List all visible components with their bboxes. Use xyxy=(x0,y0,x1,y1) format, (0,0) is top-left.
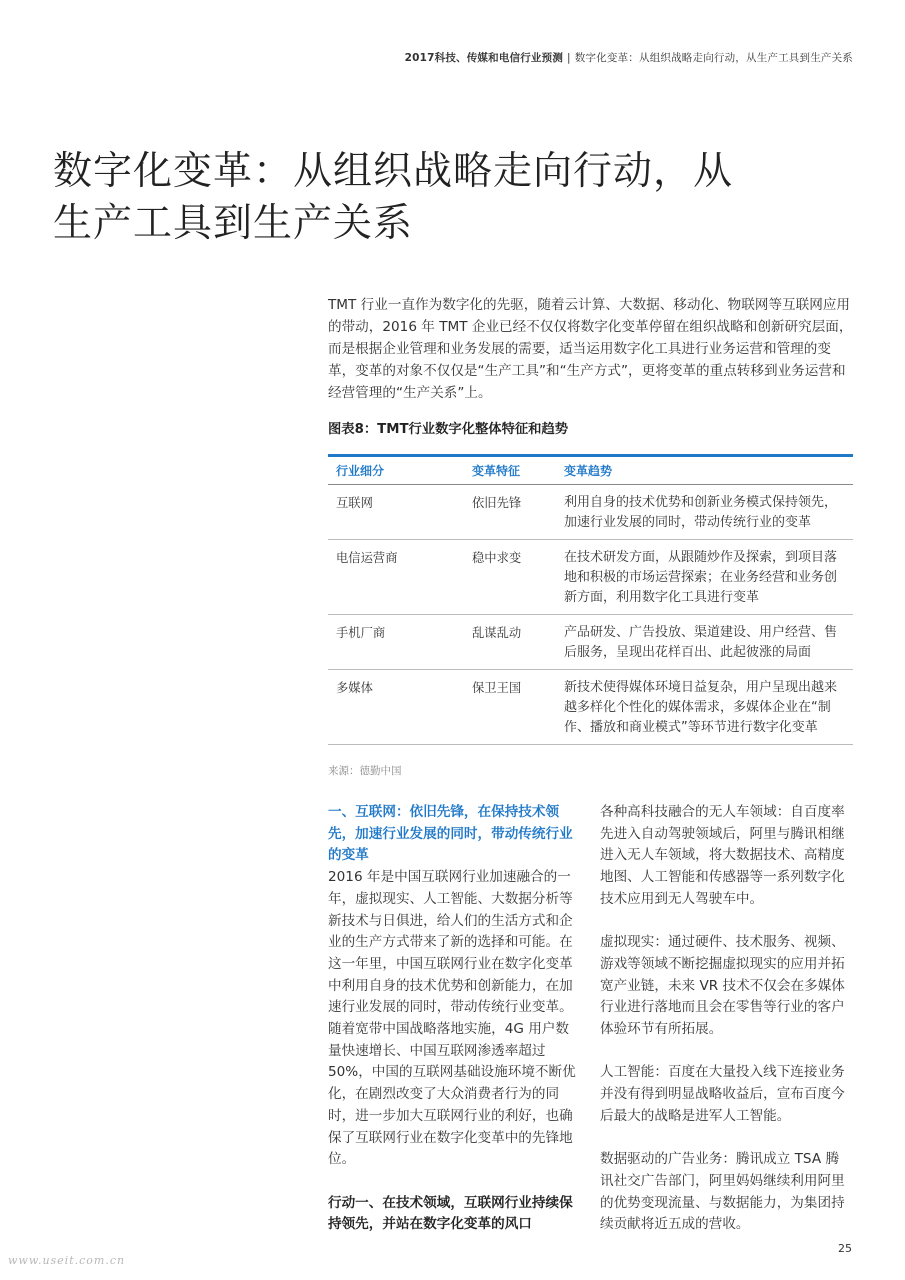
page-title-line-2: 生产工具到生产关系 xyxy=(53,201,414,246)
page-number: 25 xyxy=(838,1242,852,1255)
table-cell-trend: 新技术使得媒体环境日益复杂，用户呈现出越来越多样化个性化的媒体需求，多媒体企业在“制作、播放和商业模式”等环节进行数字化变革 xyxy=(564,680,838,735)
table-cell-segment: 多媒体 xyxy=(336,681,373,695)
intro-paragraph: TMT 行业一直作为数字化的先驱，随着云计算、大数据、移动化、物联网等互联网应用的带动，2016 年 TMT 企业已经不仅仅将数字化变革停留在组织战略和创新研究层面，而是根据企业管理和业务发展的需要，适当运用数字化工具进行业务运营和管理的变革，变革的对象不仅仅是“生产工具”和“生产方式”，更将变革的重点转移到业务运营和经营管理的“生产关系”上。 xyxy=(328,297,853,401)
table-header-trend: 变革趋势 xyxy=(564,463,613,478)
table-row xyxy=(328,540,853,615)
table-row xyxy=(328,485,853,540)
figure-caption: 图表8：TMT行业数字化整体特征和趋势 xyxy=(328,422,569,437)
table-cell-segment: 手机厂商 xyxy=(336,626,386,640)
section-body: 2016 年是中国互联网行业加速融合的一年，虚拟现实、人工智能、大数据分析等新技术与日俱进，给人们的生活方式和企业的生产方式带来了新的选择和可能。在这一年里，中国互联网行业在数字化变革中利用自身的技术优势和创新能力，在加速行业发展的同时，带动传统行业变革。随着宽带中国战略落地实施，4G 用户数量快速增长、中国互联网渗透率超过 50%，中国的互联网基础设施环境不断优化，在剧烈改变了大众消费者行为的同时，进一步加大互联网行业的利好，也确保了互联网行业在数字化变革中的先锋地位。 xyxy=(328,869,576,1168)
table-header-row xyxy=(328,457,853,485)
right-column xyxy=(600,802,848,1258)
table-row xyxy=(328,670,853,745)
table-header-segment: 行业细分 xyxy=(336,464,385,478)
paragraph-ad-business: 数据驱动的广告业务：腾讯成立 TSA 腾讯社交广告部门，阿里妈妈继续利用阿里的优势变现流量、与数据能力，为集团持续贡献将近五成的营收。 xyxy=(600,1151,845,1233)
action-subheading: 行动一、在技术领域，互联网行业持续保持领先，并站在数字化变革的风口 xyxy=(328,1194,573,1233)
running-header xyxy=(405,50,853,65)
table-row xyxy=(328,615,853,670)
table-cell-segment: 互联网 xyxy=(336,496,373,510)
table-cell-trend: 在技术研发方面，从跟随炒作及探索，到项目落地和积极的市场运营探索；在业务经营和业务创新方面，利用数字化工具进行变革 xyxy=(564,550,838,605)
paragraph-autonomous-cars: 各种高科技融合的无人车领域：自百度率先进入自动驾驶领域后，阿里与腾讯相继进入无人车领域，将大数据技术、高精度地图、人工智能和传感器等一系列数字化技术应用到无人驾驶车中。 xyxy=(600,804,845,907)
page-title-line-1: 数字化变革：从组织战略走向行动，从 xyxy=(53,149,734,194)
figure-source: 来源：德勤中国 xyxy=(328,765,402,777)
header-report-title: 2017科技、传媒和电信行业预测 xyxy=(404,52,564,64)
table-cell-feature: 乱谋乱动 xyxy=(472,626,522,640)
table-cell-feature: 稳中求变 xyxy=(472,551,522,565)
watermark: www.useit.com.cn xyxy=(8,1254,126,1267)
page-title xyxy=(53,146,853,250)
left-column xyxy=(328,802,576,1236)
header-separator: | xyxy=(567,52,571,64)
trend-table xyxy=(328,454,853,745)
paragraph-ai: 人工智能：百度在大量投入线下连接业务并没有得到明显战略收益后，宣布百度今后最大的战略是进军人工智能。 xyxy=(600,1064,845,1124)
table-cell-trend: 产品研发、广告投放、渠道建设、用户经营、售后服务，呈现出花样百出、此起彼涨的局面 xyxy=(564,625,838,660)
table-cell-trend: 利用自身的技术优势和创新业务模式保持领先，加速行业发展的同时，带动传统行业的变革 xyxy=(564,495,838,530)
paragraph-virtual-reality: 虚拟现实：通过硬件、技术服务、视频、游戏等领域不断挖掘虚拟现实的应用并拓宽产业链，未来 VR 技术不仅会在多媒体行业进行落地而且会在零售等行业的客户体验环节有所拓展。 xyxy=(600,934,845,1038)
table-header-feature: 变革特征 xyxy=(472,464,521,478)
table-cell-feature: 保卫王国 xyxy=(472,681,522,695)
table-cell-feature: 依旧先锋 xyxy=(472,496,522,510)
table-cell-segment: 电信运营商 xyxy=(336,551,398,565)
header-section-title: 数字化变革：从组织战略走向行动，从生产工具到生产关系 xyxy=(574,52,853,64)
section-heading: 一、互联网：依旧先锋，在保持技术领先，加速行业发展的同时，带动传统行业的变革 xyxy=(328,804,573,864)
